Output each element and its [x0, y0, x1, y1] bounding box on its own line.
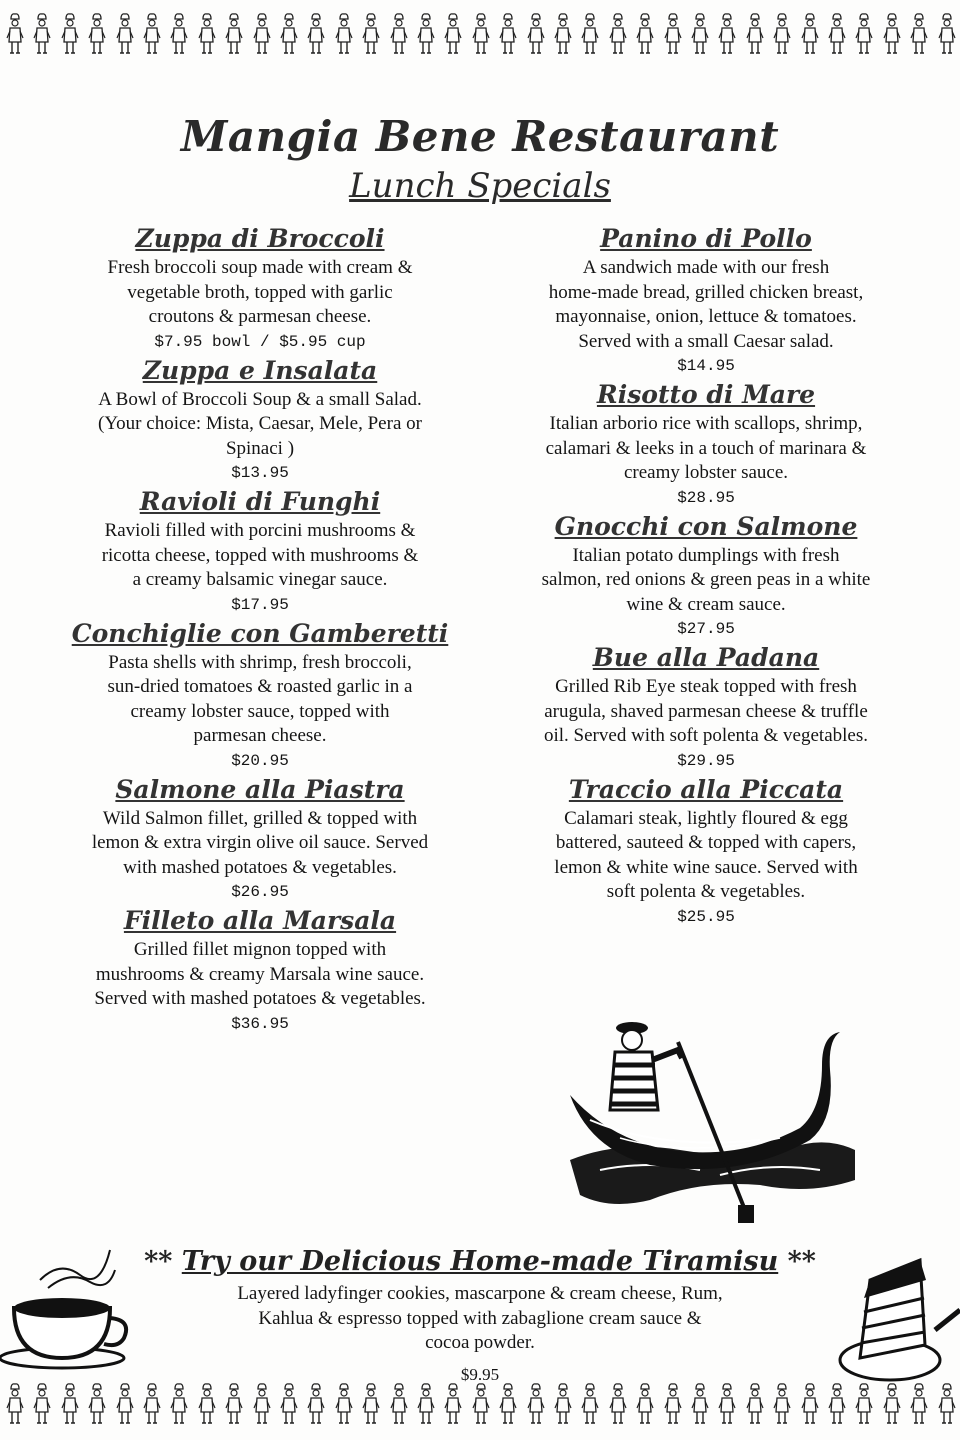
chef-figure-icon	[828, 1382, 846, 1426]
menu-item	[500, 222, 912, 378]
item-desc-line: Calamari steak, lightly floured & egg	[564, 807, 848, 829]
menu-item	[56, 904, 464, 1036]
chef-figure-icon	[444, 12, 462, 56]
item-price: $17.95	[231, 595, 289, 614]
chef-figure-icon	[307, 12, 325, 56]
menu-subtitle: Lunch Specials	[349, 166, 611, 206]
item-desc-line: lemon & white wine sauce. Served with	[554, 856, 858, 878]
item-desc-line: (Your choice: Mista, Caesar, Mele, Pera or	[98, 413, 422, 434]
chef-figure-icon	[143, 12, 161, 56]
item-name: Zuppa di Broccoli	[135, 224, 385, 253]
chef-figure-icon	[581, 12, 599, 56]
item-desc-line: croutons & parmesan cheese.	[148, 306, 372, 327]
chef-figure-icon	[527, 1382, 545, 1426]
chef-figure-icon	[253, 12, 271, 56]
chef-figure-icon	[554, 12, 572, 56]
chef-figure-icon	[773, 12, 791, 56]
chef-figure-icon	[33, 1382, 51, 1426]
chef-figure-icon	[417, 12, 435, 56]
chef-figure-icon	[773, 1382, 791, 1426]
dessert-desc-line: Layered ladyfinger cookies, mascarpone & cream cheese, Rum,	[237, 1283, 723, 1304]
chef-figure-icon	[664, 1382, 682, 1426]
chef-figure-icon	[691, 1382, 709, 1426]
chef-figure-icon	[116, 1382, 134, 1426]
chef-figure-icon	[444, 1382, 462, 1426]
item-price: $13.95	[231, 464, 289, 482]
chef-figure-icon	[664, 12, 682, 56]
item-desc-line: ricotta cheese, topped with mushrooms &	[101, 544, 419, 566]
dessert-desc-line: Kahlua & espresso topped with zabaglione cream sauce &	[258, 1307, 702, 1329]
chef-figure-icon	[362, 1382, 380, 1426]
chef-figure-icon	[554, 1382, 572, 1426]
item-price: $28.95	[677, 488, 735, 507]
item-name: Filleto alla Marsala	[123, 906, 397, 935]
chef-figure-icon	[307, 1382, 325, 1426]
chef-figure-icon	[746, 12, 764, 56]
chef-figure-icon	[855, 12, 873, 56]
item-desc-line: mayonnaise, onion, lettuce & tomatoes.	[555, 306, 857, 327]
item-desc-line: with mashed potatoes & vegetables.	[123, 856, 397, 878]
item-desc-line: calamari & leeks in a touch of marinara &	[545, 437, 867, 459]
chef-figure-icon	[746, 1382, 764, 1426]
chef-figure-icon	[335, 12, 353, 56]
item-desc-line: Grilled Rib Eye steak topped with fresh	[555, 676, 857, 697]
item-name: Risotto di Mare	[596, 380, 816, 409]
chef-figure-icon	[61, 1382, 79, 1426]
item-desc-line: Spinaci )	[225, 437, 295, 459]
chef-figure-icon	[170, 12, 188, 56]
chef-figure-icon	[225, 1382, 243, 1426]
item-name: Ravioli di Funghi	[139, 487, 381, 516]
item-price: $36.95	[231, 1014, 289, 1033]
dessert-title: Try our Delicious Home-made Tiramisu	[181, 1246, 779, 1277]
gondola-illustration	[560, 1010, 860, 1230]
menu-item	[56, 485, 464, 617]
item-desc-line: wine & cream sauce.	[626, 593, 786, 615]
chef-figure-icon	[499, 12, 517, 56]
item-price: $27.95	[677, 620, 735, 638]
chef-figure-icon	[636, 12, 654, 56]
menu-item	[56, 617, 464, 773]
chef-figure-icon	[883, 12, 901, 56]
item-desc-line: Pasta shells with shrimp, fresh broccoli,	[108, 651, 412, 673]
restaurant-title: Mangia Bene Restaurant	[180, 112, 780, 161]
dessert-title-line	[120, 1242, 840, 1282]
chef-figure-icon	[88, 1382, 106, 1426]
chef-figure-icon	[499, 1382, 517, 1426]
chef-figure-icon	[225, 12, 243, 56]
item-desc-line: A sandwich made with our fresh	[582, 257, 830, 278]
item-desc-line: creamy lobster sauce.	[623, 462, 789, 483]
chef-figure-icon	[883, 1382, 901, 1426]
item-desc-line: home-made bread, grilled chicken breast,	[548, 281, 864, 303]
chef-figure-icon	[61, 12, 79, 56]
bottom-chef-border	[0, 1382, 960, 1426]
item-desc-line: Ravioli filled with porcini mushrooms &	[104, 520, 416, 541]
menu-item	[500, 773, 912, 929]
item-desc-line: oil. Served with soft polenta & vegetables.	[544, 725, 868, 746]
item-price: $29.95	[677, 751, 735, 770]
item-desc-line: Wild Salmon fillet, grilled & topped with	[102, 807, 418, 829]
item-desc-line: creamy lobster sauce, topped with	[130, 700, 390, 722]
chef-figure-icon	[280, 12, 298, 56]
menu-item	[56, 773, 464, 905]
chef-figure-icon	[198, 1382, 216, 1426]
item-price: $26.95	[231, 883, 289, 901]
menu-item	[56, 354, 464, 486]
chef-figure-icon	[609, 12, 627, 56]
chef-figure-icon	[801, 1382, 819, 1426]
item-desc-line: Served with a small Caesar salad.	[578, 330, 834, 352]
item-price: $14.95	[677, 357, 735, 375]
item-desc-line: mushrooms & creamy Marsala wine sauce.	[95, 963, 425, 985]
chef-figure-icon	[198, 12, 216, 56]
item-price: $7.95 bowl / $5.95 cup	[154, 332, 366, 351]
item-desc-line: sun-dried tomatoes & roasted garlic in a	[107, 676, 413, 697]
item-name: Conchiglie con Gamberetti	[71, 618, 449, 648]
chef-figure-icon	[718, 12, 736, 56]
chef-figure-icon	[335, 1382, 353, 1426]
chef-figure-icon	[170, 1382, 188, 1426]
item-desc-line: lemon & extra virgin olive oil sauce. Served	[91, 832, 429, 853]
chef-figure-icon	[472, 1382, 490, 1426]
item-name: Salmone alla Piastra	[115, 774, 405, 804]
item-name: Bue alla Padana	[592, 643, 820, 672]
chef-figure-icon	[417, 1382, 435, 1426]
item-desc-line: salmon, red onions & green peas in a white	[541, 569, 871, 590]
item-name: Panino di Pollo	[600, 224, 812, 253]
chef-figure-icon	[581, 1382, 599, 1426]
item-desc-line: parmesan cheese.	[193, 725, 327, 746]
dessert-desc-line: cocoa powder.	[425, 1332, 535, 1353]
right-menu-column	[500, 222, 912, 929]
menu-item	[500, 641, 912, 773]
item-desc-line: Italian arborio rice with scallops, shrimp,	[549, 413, 863, 434]
chef-figure-icon	[910, 1382, 928, 1426]
menu-item	[500, 510, 912, 642]
item-desc-line: arugula, shaved parmesan cheese & truffle	[544, 700, 868, 722]
chef-figure-icon	[718, 1382, 736, 1426]
item-price: $25.95	[677, 907, 735, 926]
menu-item	[56, 222, 464, 354]
dessert-price: $9.95	[460, 1364, 500, 1384]
item-desc-line: a creamy balsamic vinegar sauce.	[132, 569, 388, 590]
item-name: Gnocchi con Salmone	[554, 511, 858, 541]
dessert-section	[120, 1242, 840, 1394]
chef-figure-icon	[33, 12, 51, 56]
item-desc-line: Served with mashed potatoes & vegetables.	[94, 988, 426, 1009]
chef-figure-icon	[88, 12, 106, 56]
item-name: Zuppa e Insalata	[142, 355, 378, 385]
item-price: $20.95	[231, 751, 289, 770]
item-name: Traccio alla Piccata	[568, 774, 844, 804]
chef-figure-icon	[116, 12, 134, 56]
menu-item	[500, 378, 912, 510]
chef-figure-icon	[143, 1382, 161, 1426]
chef-figure-icon	[938, 1382, 956, 1426]
title-stars-right: **	[787, 1246, 816, 1277]
chef-figure-icon	[390, 1382, 408, 1426]
left-menu-column	[56, 222, 464, 1036]
chef-figure-icon	[280, 1382, 298, 1426]
chef-figure-icon	[609, 1382, 627, 1426]
chef-figure-icon	[691, 12, 709, 56]
chef-figure-icon	[472, 12, 490, 56]
chef-figure-icon	[253, 1382, 271, 1426]
chef-figure-icon	[6, 1382, 24, 1426]
item-desc-line: battered, sauteed & topped with capers,	[555, 832, 857, 853]
chef-figure-icon	[855, 1382, 873, 1426]
chef-figure-icon	[636, 1382, 654, 1426]
chef-figure-icon	[527, 12, 545, 56]
chef-figure-icon	[390, 12, 408, 56]
coffee-cup-icon	[0, 1240, 140, 1370]
chef-figure-icon	[801, 12, 819, 56]
top-chef-border	[0, 12, 960, 56]
chef-figure-icon	[6, 12, 24, 56]
chef-figure-icon	[938, 12, 956, 56]
item-desc-line: soft polenta & vegetables.	[606, 881, 806, 902]
item-desc-line: vegetable broth, topped with garlic	[127, 281, 393, 303]
title-stars-left: **	[144, 1246, 173, 1277]
chef-figure-icon	[910, 12, 928, 56]
cake-slice-icon	[830, 1240, 960, 1390]
chef-figure-icon	[828, 12, 846, 56]
item-desc-line: A Bowl of Broccoli Soup & a small Salad.	[98, 388, 422, 410]
item-desc-line: Fresh broccoli soup made with cream &	[107, 257, 413, 278]
chef-figure-icon	[362, 12, 380, 56]
item-desc-line: Italian potato dumplings with fresh	[572, 544, 840, 566]
item-desc-line: Grilled fillet mignon topped with	[133, 939, 387, 960]
